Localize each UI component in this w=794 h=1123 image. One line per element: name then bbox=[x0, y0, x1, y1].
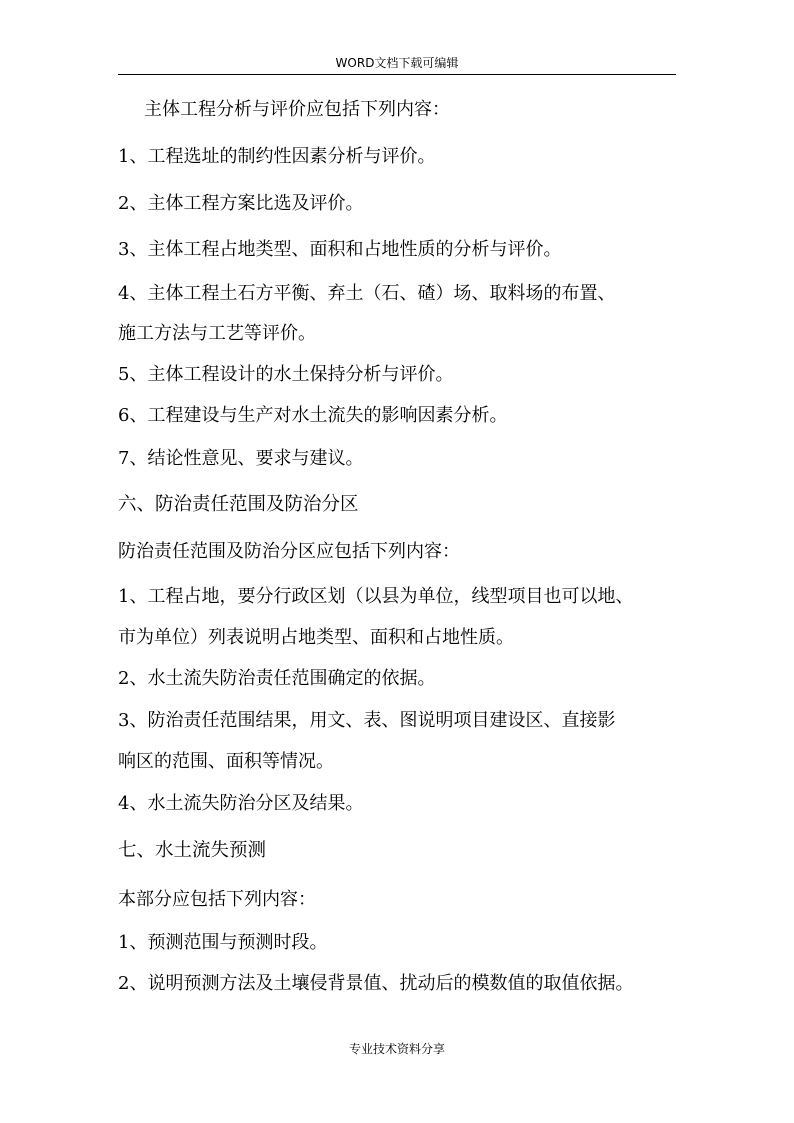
page-footer bbox=[0, 1040, 794, 1058]
list-item: 3、主体工程占地类型、面积和占地性质的分析与评价。 bbox=[118, 239, 562, 260]
list-item: 1、工程选址的制约性因素分析与评价。 bbox=[118, 146, 436, 167]
list-item: 5、主体工程设计的水土保持分析与评价。 bbox=[118, 364, 454, 385]
list-item-continuation: 施工方法与工艺等评价。 bbox=[118, 323, 316, 344]
list-item: 7、结论性意见、要求与建议。 bbox=[118, 448, 364, 469]
list-item: 1、预测范围与预测时段。 bbox=[118, 932, 328, 953]
list-item-continuation: 市为单位）列表说明占地类型、面积和占地性质。 bbox=[118, 627, 514, 648]
list-item: 3、防治责任范围结果，用文、表、图说明项目建设区、直接影 bbox=[118, 710, 616, 731]
list-item-continuation: 响区的范围、面积等情况。 bbox=[118, 751, 334, 772]
list-item: 4、水土流失防治分区及结果。 bbox=[118, 793, 364, 814]
page-header bbox=[118, 52, 676, 75]
paragraph-intro: 本部分应包括下列内容： bbox=[118, 889, 316, 910]
paragraph-intro: 主体工程分析与评价应包括下列内容： bbox=[144, 99, 450, 120]
section-heading: 六、防治责任范围及防治分区 bbox=[118, 494, 359, 515]
list-item: 6、工程建设与生产对水土流失的影响因素分析。 bbox=[118, 405, 508, 426]
footer-text: 专业技术资料分享 bbox=[348, 1042, 445, 1056]
list-item: 4、主体工程土石方平衡、弃土（石、碴）场、取料场的布置、 bbox=[118, 283, 616, 304]
list-item: 2、水土流失防治责任范围确定的依据。 bbox=[118, 668, 436, 689]
list-item: 2、主体工程方案比选及评价。 bbox=[118, 193, 364, 214]
header-text: WORD文档下载可编辑 bbox=[335, 56, 459, 70]
list-item: 2、说明预测方法及土壤侵背景值、扰动后的模数值的取值依据。 bbox=[118, 973, 634, 994]
list-item: 1、工程占地，要分行政区划（以县为单位，线型项目也可以地、 bbox=[118, 586, 634, 607]
section-heading: 七、水土流失预测 bbox=[118, 840, 267, 861]
paragraph-intro: 防治责任范围及防治分区应包括下列内容： bbox=[118, 541, 460, 562]
